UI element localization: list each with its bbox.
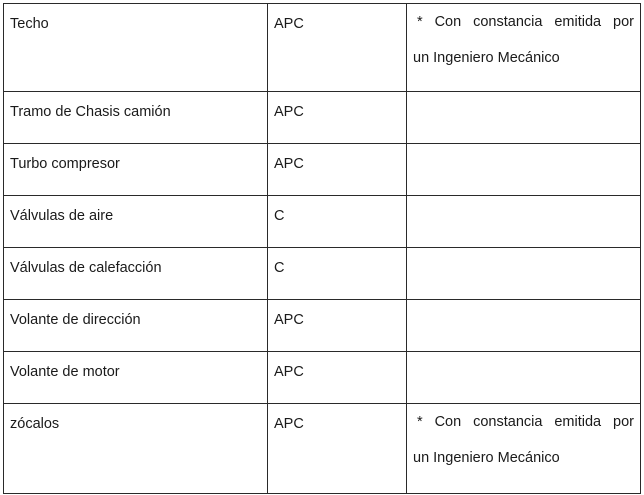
note-cell bbox=[407, 144, 641, 196]
code-cell: C bbox=[268, 196, 407, 248]
item-cell: Válvulas de aire bbox=[4, 196, 268, 248]
note-cell bbox=[407, 404, 641, 494]
note-cell bbox=[407, 92, 641, 144]
code-cell: APC bbox=[268, 4, 407, 92]
item-cell: Volante de dirección bbox=[4, 300, 268, 352]
table-row bbox=[4, 404, 641, 494]
table-row bbox=[4, 92, 641, 144]
table-row bbox=[4, 4, 641, 92]
note-cell bbox=[407, 4, 641, 92]
table-row bbox=[4, 300, 641, 352]
table-row bbox=[4, 248, 641, 300]
requirements-table bbox=[3, 3, 641, 494]
item-cell: zócalos bbox=[4, 404, 268, 494]
code-cell: APC bbox=[268, 92, 407, 144]
code-cell: C bbox=[268, 248, 407, 300]
item-cell: Tramo de Chasis camión bbox=[4, 92, 268, 144]
item-cell: Turbo compresor bbox=[4, 144, 268, 196]
note-cell bbox=[407, 352, 641, 404]
code-cell: APC bbox=[268, 404, 407, 494]
note-cell bbox=[407, 300, 641, 352]
code-cell: APC bbox=[268, 144, 407, 196]
note-line-1: * Con constancia emitida por bbox=[417, 414, 634, 430]
item-cell: Volante de motor bbox=[4, 352, 268, 404]
code-cell: APC bbox=[268, 300, 407, 352]
table-row bbox=[4, 352, 641, 404]
note-line-1: * Con constancia emitida por bbox=[417, 14, 634, 30]
note-line-2: un Ingeniero Mecánico bbox=[413, 450, 560, 466]
note-cell bbox=[407, 248, 641, 300]
note-line-2: un Ingeniero Mecánico bbox=[413, 50, 560, 66]
note-cell bbox=[407, 196, 641, 248]
table-row bbox=[4, 196, 641, 248]
item-cell: Techo bbox=[4, 4, 268, 92]
code-cell: APC bbox=[268, 352, 407, 404]
table-row bbox=[4, 144, 641, 196]
item-cell: Válvulas de calefacción bbox=[4, 248, 268, 300]
